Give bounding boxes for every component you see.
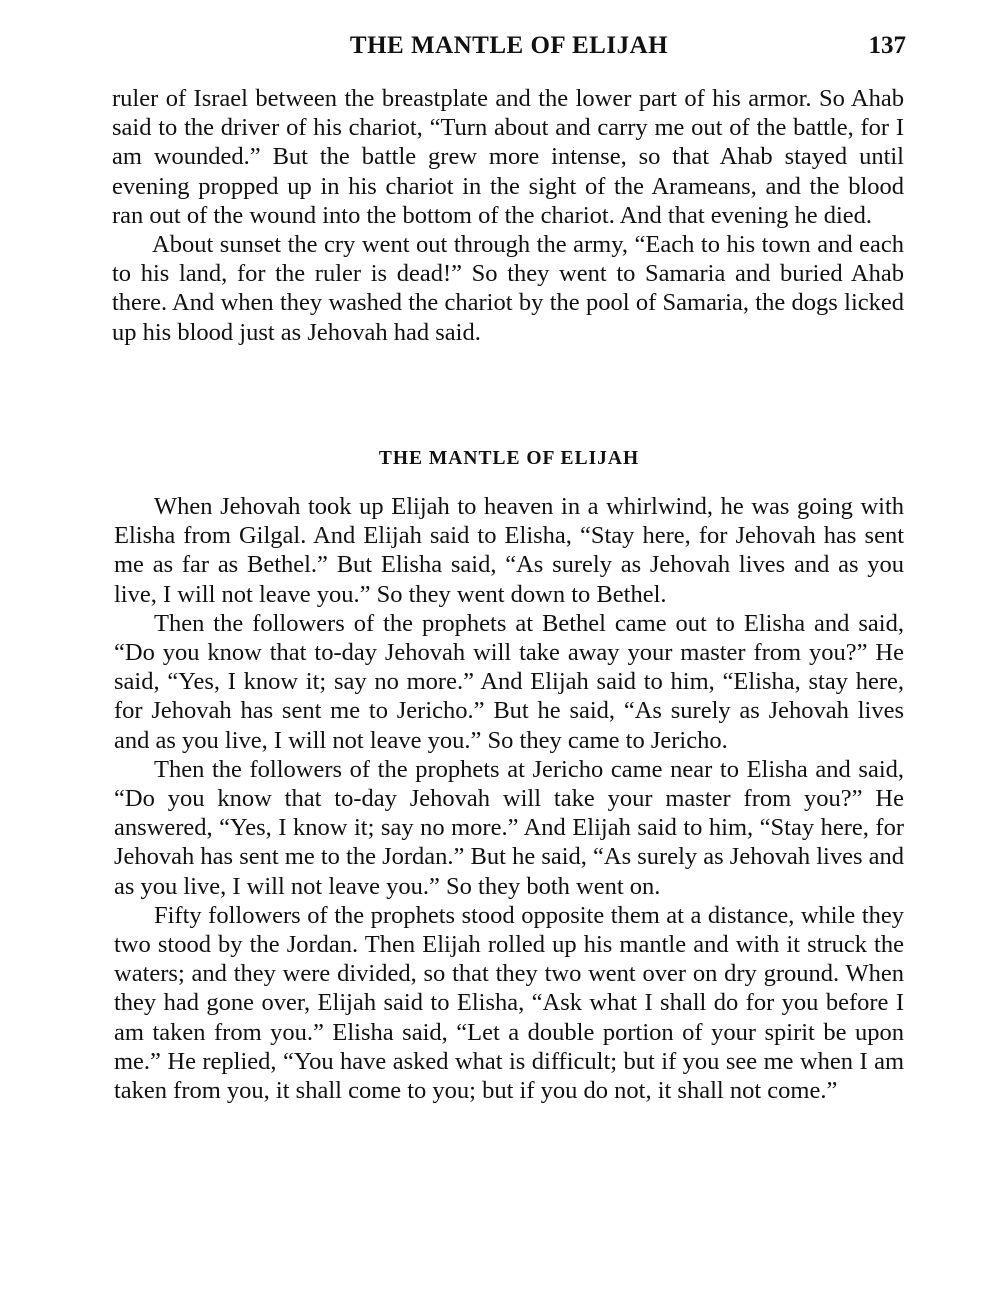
section-text-block <box>114 492 904 1105</box>
running-header <box>112 32 906 66</box>
running-title: THE MANTLE OF ELIJAH <box>349 32 669 59</box>
page-number: 137 <box>868 32 906 59</box>
section-heading: THE MANTLE OF ELIJAH <box>378 448 640 469</box>
continued-text-block <box>112 84 904 347</box>
paragraph-gilgal: When Jehovah took up Elijah to heaven in a whirlwind, he was going with Elisha from Gilgal. And Elijah said to Elisha, “Stay here, for Jehovah has sent me as far as Bethel.” But Elisha said, “As surely as Jehovah lives and as you live, I will not leave you.” So they went down to Bethel. <box>114 493 904 608</box>
paragraph-ahab-burial: About sunset the cry went out through the army, “Each to his town and each to his land, for the ruler is dead!” So they went to Samaria and buried Ahab there. And when they washed the chariot by the pool of Samaria, the dogs licked up his blood just as Jehovah had said. <box>112 231 904 346</box>
paragraph-jordan: Fifty followers of the prophets stood opposite them at a distance, while they two stood by the Jordan. Then Elijah rolled up his mantle and with it struck the waters; and they were divided, so that they two went over on dry ground. When they had gone over, Elijah said to Elisha, “Ask what I shall do for you before I am taken from you.” Elisha said, “Let a double portion of your spirit be upon me.” He replied, “You have asked what is difficult; but if you see me when I am taken from you, it shall come to you; but if you do not, it shall not come.” <box>114 901 904 1105</box>
paragraph-bethel: Then the followers of the prophets at Bethel came out to Elisha and said, “Do you know that to-day Jehovah will take away your master from you?” He said, “Yes, I know it; say no more.” And Elijah said to him, “Elisha, stay here, for Jehovah has sent me to Jericho.” But he said, “As surely as Jehovah lives and as you live, I will not leave you.” So they came to Jericho. <box>114 609 904 754</box>
paragraph-jericho: Then the followers of the prophets at Jericho came near to Elisha and said, “Do you know that to-day Jehovah will take your master from you?” He answered, “Yes, I know it; say no more.” And Elijah said to him, “Stay here, for Jehovah has sent me to the Jordan.” But he said, “As surely as Jehovah lives and as you live, I will not leave you.” So they both went on. <box>114 755 904 900</box>
paragraph-ahab-death: ruler of Israel between the breastplate and the lower part of his armor. So Ahab said to the driver of his chariot, “Turn about and carry me out of the battle, for I am wounded.” But the battle grew more intense, so that Ahab stayed until evening propped up in his chariot in the sight of the Arameans, and the blood ran out of the wound into the bottom of the chariot. And that evening he died. <box>112 85 904 229</box>
